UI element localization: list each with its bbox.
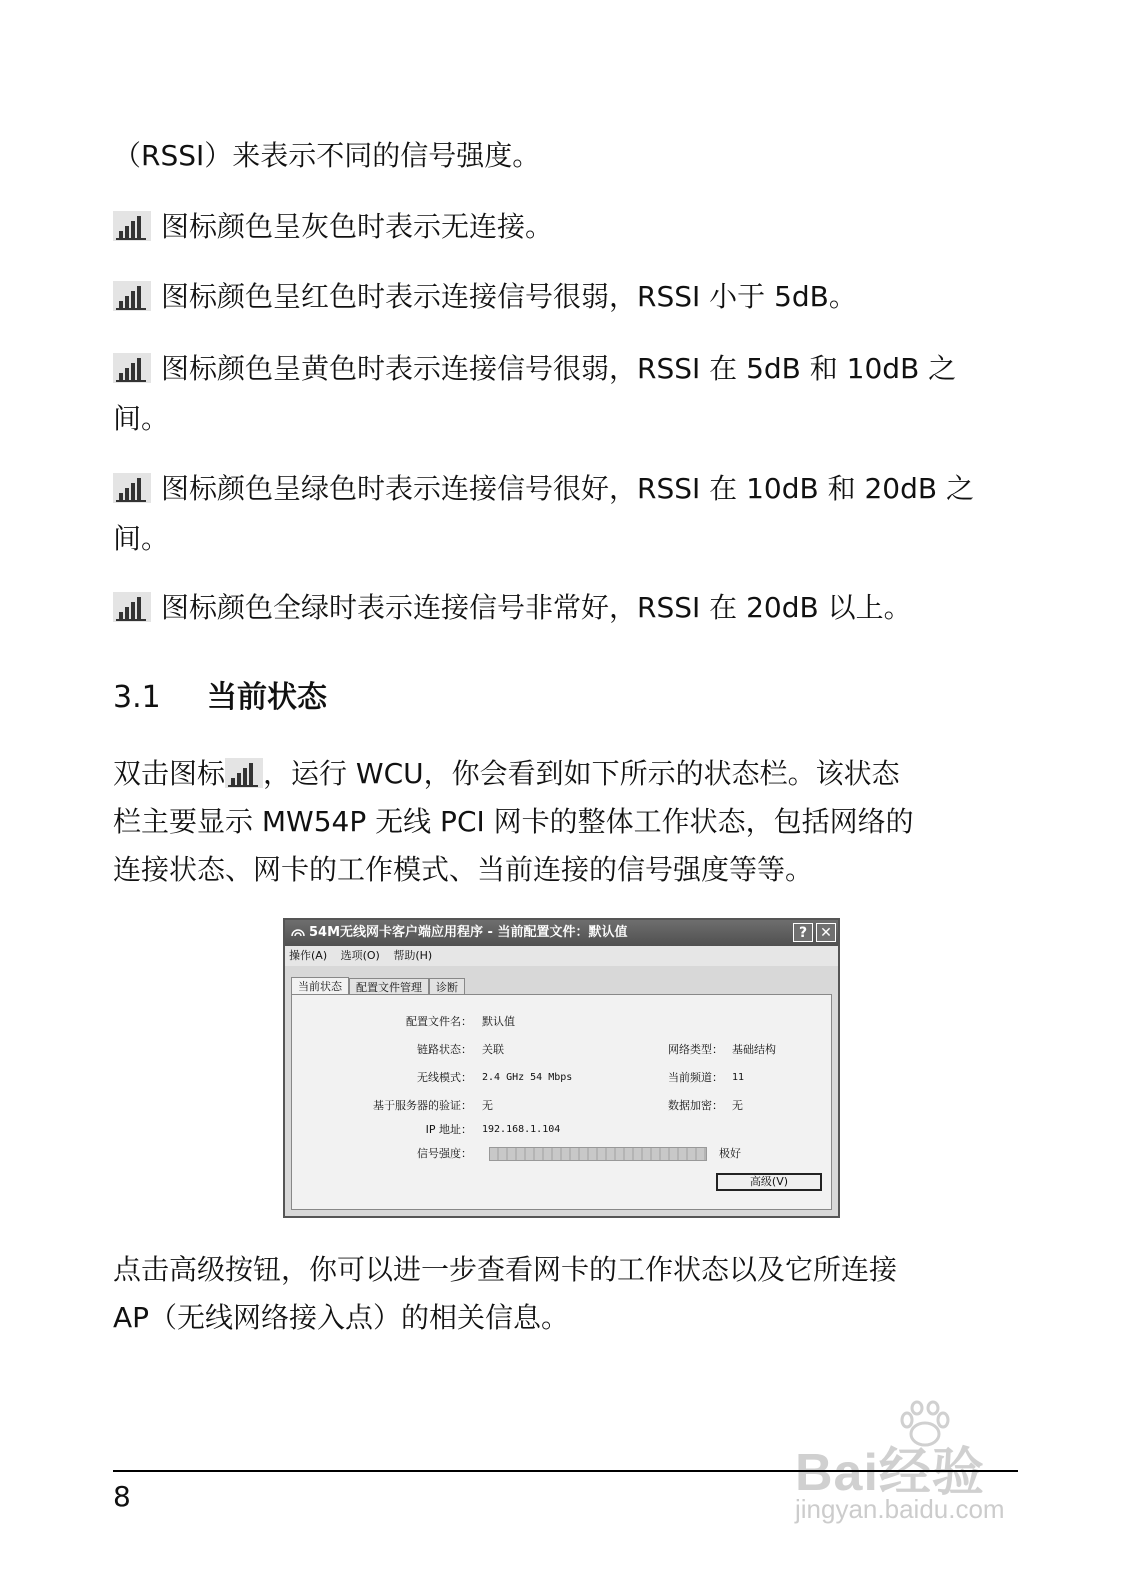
- body-text: ，运行 WCU，你会看到如下所示的状态栏。该状态: [263, 757, 900, 790]
- page-number: 8: [113, 1480, 131, 1513]
- footer-rule: [113, 1470, 1018, 1472]
- signal-item-text: 图标颜色全绿时表示连接信号非常好，RSSI 在 20dB 以上。: [161, 591, 912, 624]
- close-button[interactable]: ✕: [816, 923, 836, 942]
- section-heading: [113, 672, 327, 716]
- advanced-button[interactable]: 高级(V): [716, 1173, 822, 1191]
- window-title: 54M无线网卡客户端应用程序 - 当前配置文件：默认值: [309, 925, 628, 940]
- signal-item-green: [113, 465, 1013, 513]
- signal-item-yellow: [113, 345, 1013, 393]
- signal-strength-meter: [489, 1147, 707, 1161]
- signal-item-continuation: 间。: [113, 402, 170, 435]
- closing-line-2: AP（无线网络接入点）的相关信息。: [113, 1301, 570, 1334]
- closing-line-1: 点击高级按钮，你可以进一步查看网卡的工作状态以及它所连接: [113, 1253, 898, 1286]
- signal-item-text: 图标颜色呈绿色时表示连接信号很好，RSSI 在 10dB 和 20dB 之: [161, 472, 974, 505]
- menu-options[interactable]: 选项(O): [340, 949, 380, 962]
- wireless-app-icon: [291, 921, 305, 933]
- tab-current-status[interactable]: 当前状态: [291, 977, 349, 997]
- signal-bars-icon: [113, 211, 151, 241]
- signal-item-continuation: 间。: [113, 522, 170, 555]
- tab-diagnostics[interactable]: 诊断: [429, 978, 465, 996]
- signal-item-text: 图标颜色呈红色时表示连接信号很弱，RSSI 小于 5dB。: [161, 280, 857, 313]
- body-line-3: 连接状态、网卡的工作模式、当前连接的信号强度等等。: [113, 853, 814, 886]
- signal-item-text: 图标颜色呈黄色时表示连接信号很弱，RSSI 在 5dB 和 10dB 之: [161, 352, 957, 385]
- signal-bars-icon: [225, 755, 263, 785]
- watermark-brand: Bai经验: [795, 1444, 985, 1502]
- intro-text: （RSSI）来表示不同的信号强度。: [113, 139, 541, 172]
- encryption-label: 数据加密：: [668, 1099, 723, 1112]
- section-title: 当前状态: [207, 680, 327, 715]
- channel-value: 11: [732, 1072, 745, 1083]
- baidu-watermark: [795, 1400, 1065, 1530]
- body-line-1: [113, 750, 1013, 798]
- tab-strip: [291, 976, 465, 994]
- body-line-2: 栏主要显示 MW54P 无线 PCI 网卡的整体工作状态，包括网络的: [113, 805, 914, 838]
- watermark-url: jingyan.baidu.com: [795, 1494, 1005, 1524]
- menu-bar: [285, 946, 838, 966]
- network-type-value: 基础结构: [732, 1043, 776, 1056]
- wireless-mode-label: 无线模式：: [417, 1071, 472, 1084]
- signal-item-gray: [113, 203, 1013, 251]
- signal-bars-icon: [113, 281, 151, 311]
- wcu-window: [283, 918, 840, 1218]
- menu-help[interactable]: 帮助(H): [393, 949, 433, 962]
- signal-item-red: [113, 273, 1013, 321]
- signal-bars-icon: [113, 592, 151, 622]
- signal-strength-value: 极好: [719, 1147, 741, 1160]
- wireless-mode-value: 2.4 GHz 54 Mbps: [482, 1072, 573, 1083]
- server-auth-label: 基于服务器的验证：: [373, 1099, 472, 1112]
- channel-label: 当前频道：: [668, 1071, 723, 1084]
- profile-value: 默认值: [482, 1015, 515, 1028]
- encryption-value: 无: [732, 1099, 743, 1112]
- menu-operate[interactable]: 操作(A): [289, 949, 328, 962]
- section-number: 3.1: [113, 680, 161, 715]
- ip-address-value: 192.168.1.104: [482, 1124, 561, 1135]
- signal-bars-icon: [113, 473, 151, 503]
- signal-strength-label: 信号强度：: [417, 1147, 472, 1160]
- window-titlebar: [285, 920, 838, 946]
- signal-item-full-green: [113, 584, 1013, 632]
- signal-item-text: 图标颜色呈灰色时表示无连接。: [161, 210, 554, 243]
- signal-bars-icon: [113, 353, 151, 383]
- link-status-value: 关联: [482, 1043, 504, 1056]
- tab-profile-management[interactable]: 配置文件管理: [349, 978, 429, 996]
- status-panel: [291, 994, 832, 1210]
- help-button[interactable]: ?: [793, 923, 813, 942]
- body-text: 双击图标: [113, 757, 226, 790]
- link-status-label: 链路状态：: [417, 1043, 472, 1056]
- network-type-label: 网络类型：: [668, 1043, 723, 1056]
- ip-address-label: IP 地址：: [425, 1123, 472, 1136]
- profile-label: 配置文件名：: [406, 1015, 472, 1028]
- server-auth-value: 无: [482, 1099, 493, 1112]
